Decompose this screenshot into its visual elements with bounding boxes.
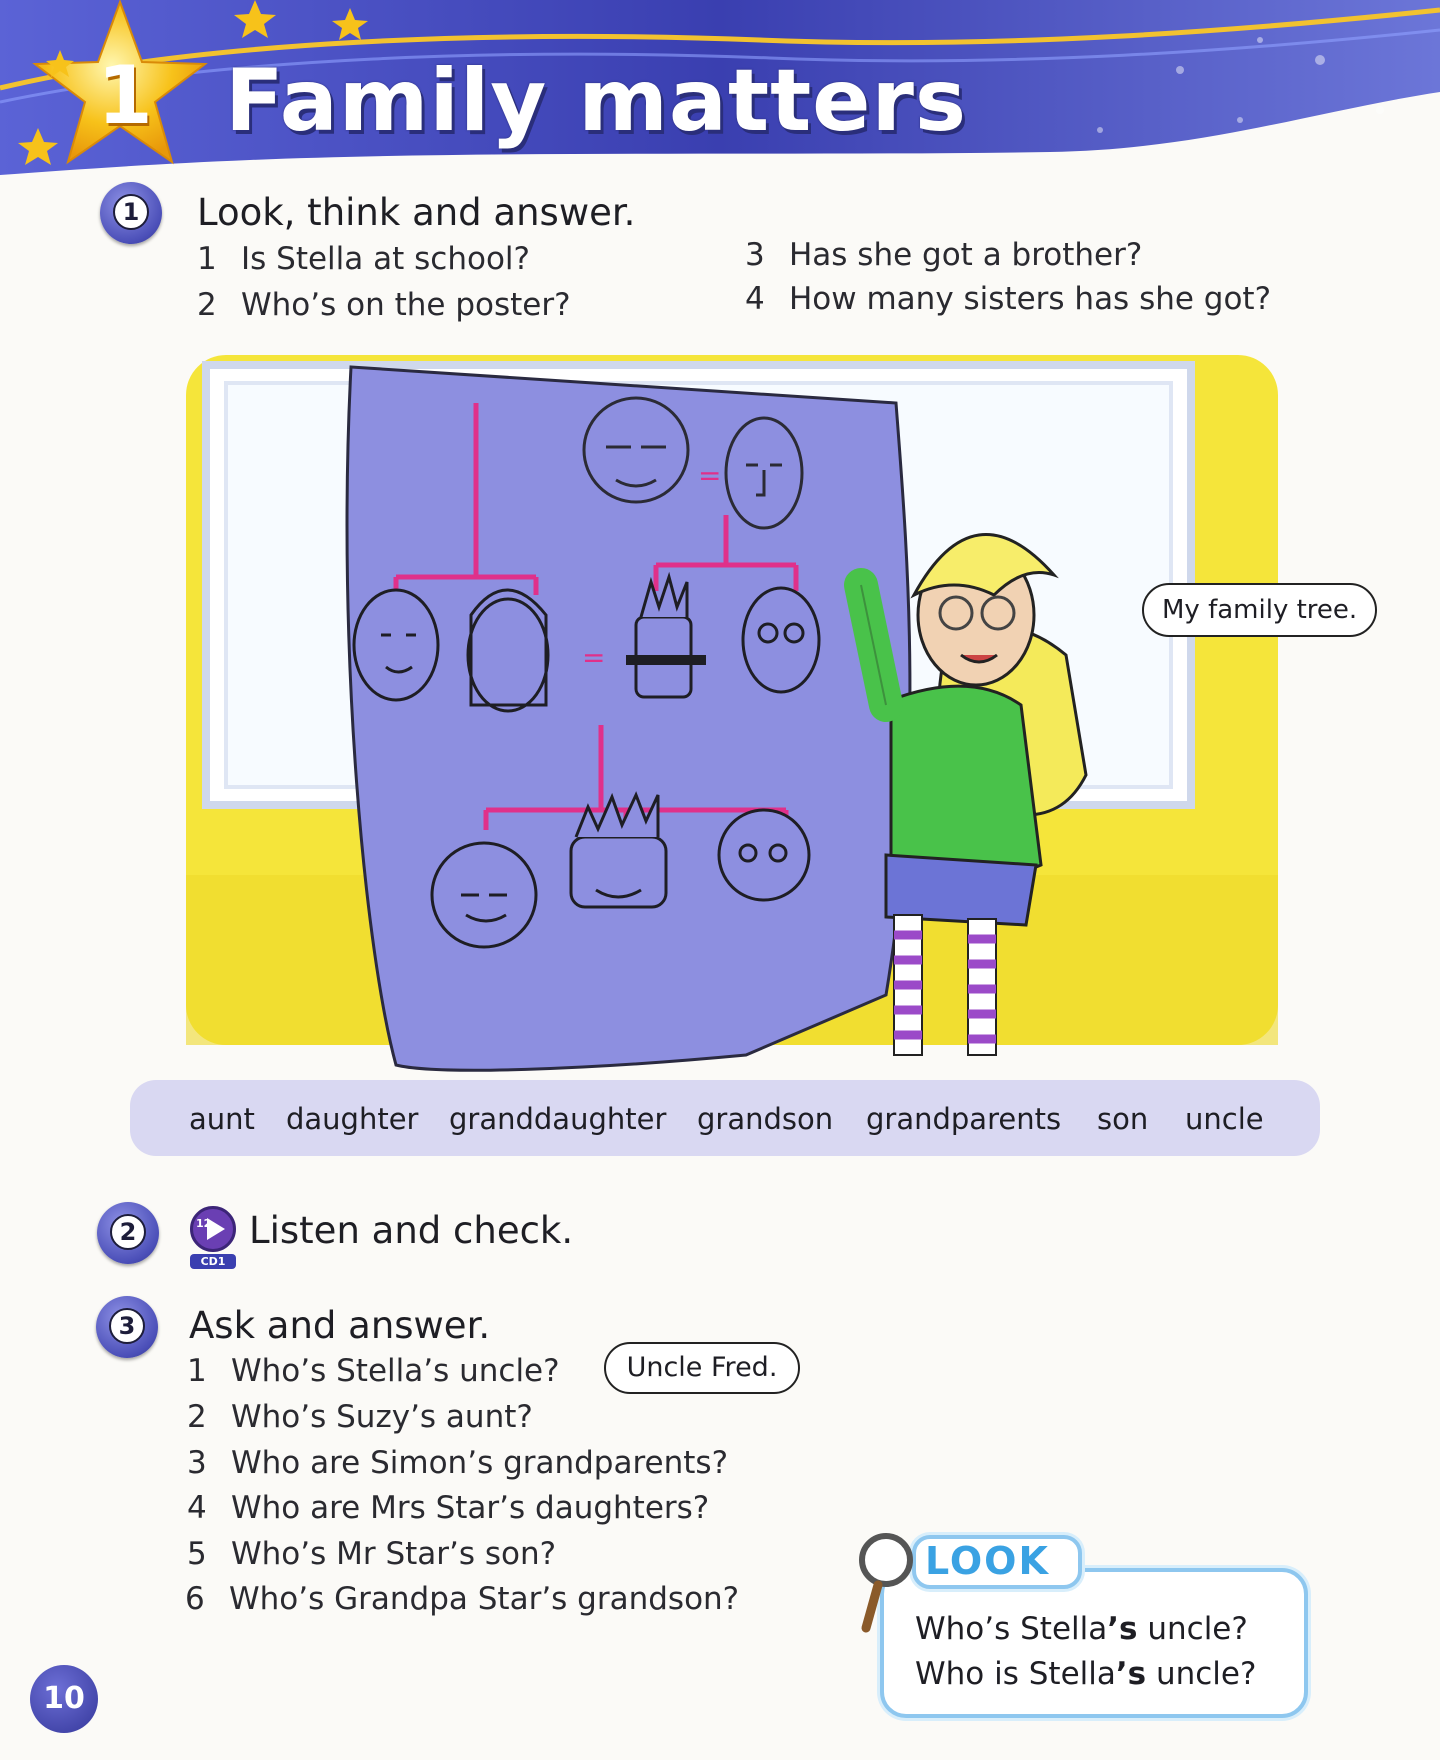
exercise-3-heading: Ask and answer. — [189, 1304, 491, 1347]
vocab-word: daughter — [286, 1102, 419, 1136]
grandma-face — [584, 398, 688, 502]
exercise-3-question: 4 Who are Mrs Star’s daughters? — [187, 1490, 710, 1526]
mother-face — [743, 588, 819, 692]
look-example-line: Who’s Stella’s uncle? — [915, 1611, 1248, 1647]
exercise-1-question: 2 Who’s on the poster? — [197, 287, 571, 323]
aunt-face — [468, 599, 548, 711]
grandpa-face — [726, 418, 802, 528]
stella-face — [432, 843, 536, 947]
exercise-3-question: 5 Who’s Mr Star’s son? — [187, 1536, 557, 1572]
svg-text:=: = — [582, 641, 606, 674]
exercise-3-question: 1 Who’s Stella’s uncle? — [187, 1353, 560, 1389]
look-label: LOOK — [925, 1539, 1050, 1583]
page-title: Family matters — [225, 51, 968, 151]
unit-number: 1 — [97, 49, 153, 142]
vocab-word: grandparents — [866, 1102, 1062, 1136]
suzy-face — [719, 810, 809, 900]
vocab-word: grandson — [697, 1102, 834, 1136]
exercise-3-question: 2 Who’s Suzy’s aunt? — [187, 1399, 533, 1435]
exercise-1-badge — [100, 182, 162, 244]
track-number: 12 — [196, 1217, 212, 1230]
speech-bubble: My family tree. — [1142, 583, 1377, 637]
vocab-word: granddaughter — [449, 1102, 667, 1136]
exercise-3-badge — [96, 1296, 158, 1358]
cd-label: CD1 — [190, 1254, 236, 1269]
exercise-2-heading: Listen and check. — [249, 1209, 574, 1252]
exercise-3-question: 3 Who are Simon’s grandparents? — [187, 1445, 729, 1481]
uncle-face — [354, 590, 438, 700]
vocab-word: son — [1097, 1102, 1149, 1136]
exercise-2-number: 2 — [110, 1214, 146, 1250]
exercise-3-number: 3 — [109, 1308, 145, 1344]
exercise-1-question: 4 How many sisters has she got? — [745, 281, 1272, 317]
answer-bubble: Uncle Fred. — [604, 1342, 800, 1394]
page-number: 10 — [30, 1665, 98, 1733]
exercise-2-badge — [97, 1202, 159, 1264]
look-example-line: Who is Stella’s uncle? — [915, 1656, 1257, 1692]
magnifying-glass-icon — [852, 1530, 916, 1640]
family-tree-illustration — [186, 355, 1278, 1075]
exercise-1-question: 3 Has she got a brother? — [745, 237, 1143, 273]
vocab-word: uncle — [1185, 1102, 1264, 1136]
vocab-word: aunt — [189, 1102, 255, 1136]
exercise-1-question: 1 Is Stella at school? — [197, 241, 530, 277]
exercise-1-heading: Look, think and answer. — [197, 191, 636, 234]
exercise-3-question: 6 Who’s Grandpa Star’s grandson? — [185, 1581, 740, 1617]
svg-text:=: = — [698, 459, 722, 492]
exercise-1-number: 1 — [113, 194, 149, 230]
